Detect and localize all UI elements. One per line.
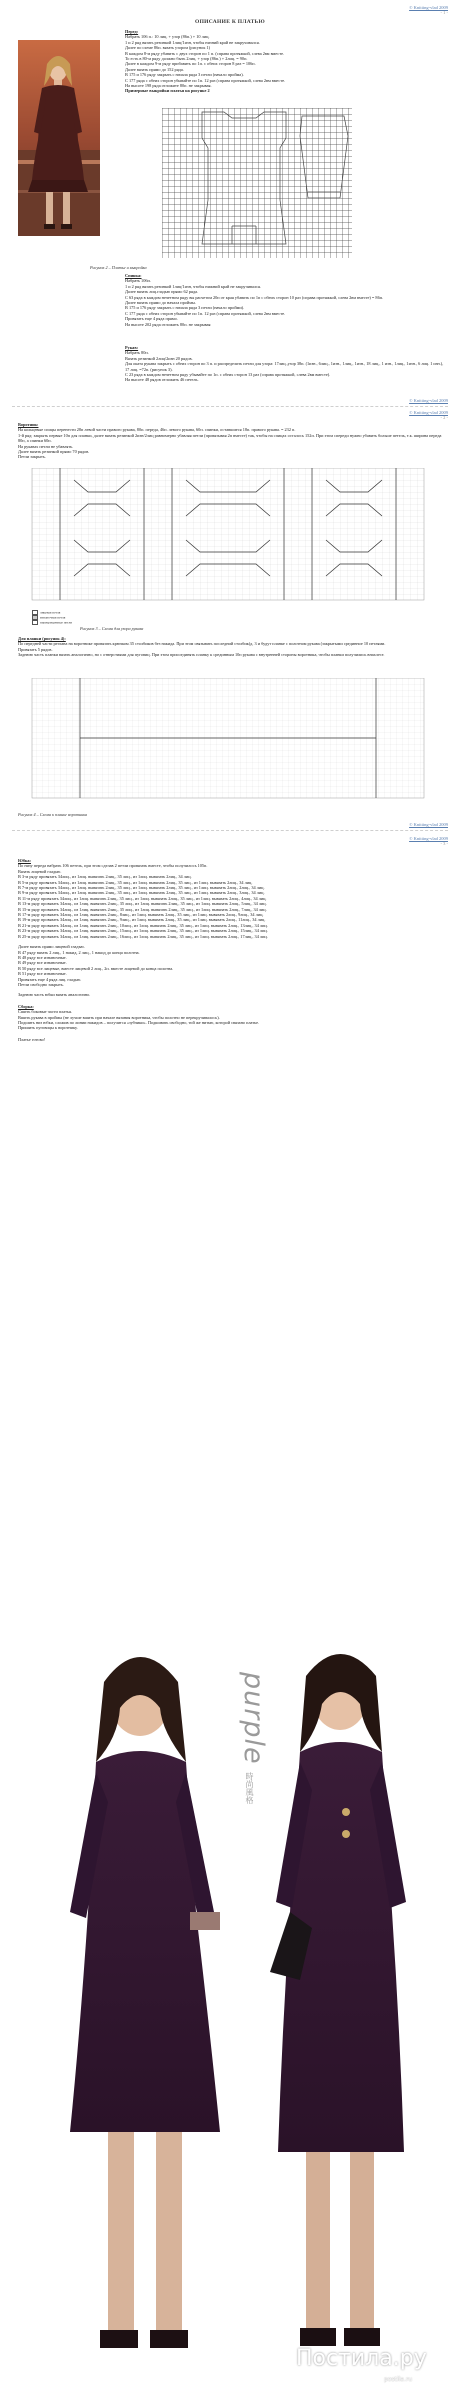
back-line: Далее вязать лиц.гладью прямо 62 ряда. [125,289,199,295]
skirt-line: В 17-м ряду провязать 34лиц., из 1лиц. вывязать 2лиц., 8лиц., из 1лиц. вывязать 2лиц., 35 лиц., из 1лиц. вывязать 2лиц., 9лиц., 34 лиц. [18,912,264,918]
placket-heading: Для планки (рисунок 4): [18,636,66,641]
skirt-line: По низу переда набрать 106 петель, при этом сделав 2 петли провязать вместе, чтобы получилось 105п. [18,863,208,869]
site-link[interactable]: © Knitting-vlad 2009 [409,5,448,10]
back-line: С 177 ряда с обеих сторон убывайте по 1п. 12 раз (справа протяжкой, слева 2вм вместе. [125,310,286,316]
placket-section [18,636,443,658]
skirt-line: В 15-м ряду провязать 34лиц., из 1лиц. вывязать 2лиц., 35 лиц., из 1лиц. вывязать 2лиц., 35 лиц., из 1лиц. вывязать 2лиц., 7лиц., 34 лиц. [18,906,267,912]
skirt-line: В 5-м ряду провязать 34лиц., из 1лиц. вывязать 2лиц., 35 лиц., из 1лиц. вывязать 2лиц., 35 лиц., из 1лиц. вывязать 2лиц., 34 лиц. [18,879,253,885]
skirt-line: В 49 ряду все изнаночные. [18,960,67,966]
placket-chart [18,678,438,810]
sleeve-pattern-chart [18,468,438,618]
back-line: Провязать еще 4 ряда прямо. [125,316,178,322]
collar-line: На рукавах петли не убавлять. [18,443,74,449]
page-number: - 1 - [440,10,448,15]
skirt-line: Петли свободно закрыть. [18,981,64,987]
cross-stitch-icon [32,620,38,625]
front-line: Набрать 106 п.: 10 лиц. + узор (86п.) + 10 лиц. [125,34,210,40]
placket-line: Заднюю часть планки вязать аналогично, но с отверстиями для пуговиц. При этом присоединять планку к срединным 10п рукава с внутренней стороны воротника, чтобы планки получились внахлест. [18,652,385,658]
front-line: Далее вязать прямо до 152 ряда. [125,66,184,72]
front-line: В каждом 8-м ряду убавить с двух сторон по 1 п. (справа протяжкой, слева 2вм вместе. [125,50,285,56]
sleeve-line: Для оката рукава закрыть с обеих сторон по 3 п. и распределить петли для узора: 17лиц.,узор 38п. (1изн., 6лиц., 1изн., 1лиц., 1изн., 18 лиц., 1 изн., 1лиц., 1изн., 6 лиц. 1 изн.), 17 лиц. =72п. (рисунок 3). [125,361,444,372]
assembly-line: Сшить боковые части платья. [18,1009,72,1015]
model-photo-section [0,1612,460,2403]
front-line: Примерные выкройки платья на рисунке 2 [125,88,210,94]
front-line: На высоте 198 ряда отложите 80п. не закрывая. [125,83,212,89]
back-line: 1 и 2 ряд вязать резинкой 1лиц/1изн, чтобы нижний край не закручивался. [125,283,262,289]
sleeve-line: С 23 ряда в каждом нечетном ряду убывайте по 1п. с обеих сторон 13 раз (справа протяжкой, слева 2вм вместе). [125,372,331,378]
back-heading: Спинка: [125,273,142,278]
postila-url: postila.ru [384,2376,413,2383]
skirt-line: Провязать еще 4 ряда лиц. гладью. [18,976,82,982]
back-line: Набрать 106п. [125,278,151,284]
collar-section [18,422,443,460]
skirt-line: В 3-м ряду провязать 34лиц., из 1лиц. вывязать 2лиц., 35 лиц., из 1лиц. вывязать 2лиц., 34 лиц. [18,874,192,880]
legend-item: перекрещенные петли [40,620,72,625]
skirt-line: В 25-м ряду провязать 34лиц., из 1лиц. вывязать 2лиц., 16лиц., из 1лиц. вывязать 2лиц., 35 лиц., из 1лиц. вывязать 2лиц., 17лиц., 34 лиц. [18,933,268,939]
page-divider [12,830,448,831]
figure-3-caption: Рисунок 3 – Схема для узора рукава [80,626,144,631]
front-line: То есть в 80-м ряду должно быть 2лиц. + узор (86п.) + 2лиц. = 90п. [125,56,248,62]
skirt-line: Далее вязать прямо лицевой гладью. [18,944,85,950]
skirt-line: В 7-м ряду провязать 34лиц., из 1лиц. вывязать 2лиц., 35 лиц., из 1лиц. вывязать 2лиц., 35 лиц., из 1лиц. вывязать 2лиц., 2лиц., 34 лиц. [18,885,265,891]
sleeve-line: На высоте 48 рядов отложить 46 петель. [125,377,199,383]
page-header [409,836,454,846]
sleeve-line: Вязать резинкой 2лиц/2изн 20 рядов. [125,355,193,361]
skirt-section [18,858,443,1042]
assembly-line: Пришить пуговицы к воротнику. [18,1025,78,1031]
skirt-line: В 9-м ряду провязать 34лиц., из 1лиц. вывязать 2лиц., 35 лиц., из 1лиц. вывязать 2лиц., 35 лиц., из 1лиц. вывязать 2лиц., 3лиц., 34 лиц. [18,890,265,896]
page-number: - 2 - [440,415,448,420]
site-link[interactable]: © Knitting-vlad 2009 [409,822,448,827]
skirt-line: Вязать лицевой гладью. [18,868,62,874]
chinese-watermark: 時尚風格 [245,1772,254,1804]
skirt-line: В 21-м ряду провязать 34лиц., из 1лиц. вывязать 2лиц., 10лиц., из 1лиц. вывязать 2лиц., 35 лиц., из 1лиц. вывязать 2лиц., 13лиц., 34 лиц. [18,922,268,928]
skirt-line: В 51 ряду все изнаночные. [18,971,67,977]
skirt-heading: Юбка: [18,858,31,863]
skirt-line: В 48 ряду все изнаночные. [18,954,67,960]
collar-heading: Воротник: [18,422,39,427]
postila-watermark: Постила.ру [296,2346,427,2371]
site-link[interactable]: © Knitting-vlad 2009 [409,836,448,841]
assembly-line: Подшить низ юбки, сложив по линии накидов – получится «зубчики». Подшивать свободно, той же нитью, которой связано платье. [18,1019,260,1025]
assembly-line: Вшить рукава в проймы (не лучше вшить при начале вязания воротника, чтобы полотно не перекручивалось). [18,1014,220,1020]
dress-photo [18,40,100,236]
sleeve-line: Набрать 80п. [125,350,149,356]
skirt-line: В 13-м ряду провязать 34лиц., из 1лиц. вывязать 2лиц., 35 лиц., из 1лиц. вывязать 2лиц., 35 лиц., из 1лиц. вывязать 2лиц., 5лиц., 34 лиц. [18,901,267,907]
front-heading: Перед: [125,29,139,34]
collar-line: На кольцевые спицы перенести 28п левой части правого рукава, 80п. переда, 46п. левого рукава, 60п. спинки, оставшиеся 18п. правого рукава. = 232 п. [18,427,296,433]
skirt-line: В 50 ряду все лицевые, вместе лицевой 2 лиц., 2п. вместе лицевой до конца полотна. [18,965,174,971]
skirt-line: В 11-м ряду провязать 34лиц., из 1лиц. вывязать 2лиц., 35 лиц., из 1лиц. вывязать 2лиц., 35 лиц., из 1лиц. вывязать 2лиц., 4лиц., 34 лиц. [18,895,267,901]
sleeve-section [125,345,445,383]
page-divider [12,406,448,407]
pattern-schematic [162,108,352,258]
figure-2-caption: Рисунок 2 – Платье и выкройка [90,265,147,270]
page-footer [409,398,454,403]
site-link[interactable]: © Knitting-vlad 2009 [409,410,448,415]
chart-legend [32,610,72,625]
page-footer [409,822,454,827]
assembly-heading: Сборка: [18,1003,34,1009]
page-number: - 3 - [440,841,448,846]
closing-line: Платье готово! [18,1036,46,1042]
front-line: 1 и 2 ряд вязать резинкой 1лиц/1изн, чтобы низний край не закручивался. [125,39,260,45]
figure-4-caption: Рисунок 4 – Схема к планке воротника [18,812,88,817]
front-section [125,29,445,94]
front-line: В 175 и 176 ряду закрыть с начала ряда 3 петли (начало пройма). [125,72,244,78]
front-line: Далее по схеме 86п. вязать узором (рисунок 1) [125,45,211,51]
skirt-line: В 47 ряду вязать 2 лиц., 1 накид, 2 лиц., 1 накид до конца полотна. [18,949,140,955]
page-header [409,5,454,15]
sleeve-heading: Рукав: [125,345,139,350]
collar-line: 1-й ряд: закрыть первые 10п для планки, далее вязать резинкой 2изн/2лиц равномерно убавляя петли (провязывая 2п вместе) так, чтобы на спицах осталось 152п. При этом спереди нужно убавить больше петель, т.к. ширина переда 80п, а спинки 60п. [18,432,442,444]
collar-line: Далее вязать резинкой прямо 70 рядов. [18,449,90,455]
skirt-line: В 19-м ряду провязать 34лиц., из 1лиц. вывязать 2лиц., 9лиц., из 1лиц. вывязать 2лиц., 35 лиц., из 1лиц. вывязать 2лиц., 11лиц., 34 лиц. [18,917,266,923]
purple-watermark: purple [238,1672,269,1765]
page-title: ОПИСАНИЕ К ПЛАТЬЮ [195,19,265,25]
back-section [125,273,445,327]
model-photos [0,1612,460,2403]
legend-item: лицевая петля [40,610,61,615]
back-line: Далее вязать прямо до начала проймы. [125,300,196,306]
site-link[interactable]: © Knitting-vlad 2009 [409,398,448,403]
skirt-back-line: Заднюю часть юбки вязать аналогично. [18,992,91,998]
legend-item: изнаночная петля [40,615,66,620]
front-line: С 177 ряда с обеих сторон убывайте по 1п. 12 раз (справа протяжкой, слева 2вм вместе. [125,77,286,83]
placket-line: Провязать 5 рядов. [18,646,53,652]
placket-line: По передней части реглана на воротнике провязать крючком 35 столбиков без накида. При этом связывать последний столбик(д. 3 и будут планке с полотном рукава (закрытыми срединное 10 петлями. [18,641,386,647]
collar-line: Петли закрыть. [18,454,46,460]
back-line: В 175 и 176 ряду закрыть с начала ряда 3 петли (начало пройми). [125,305,245,311]
front-line: Далее в каждом 9-м ряду прибавить по 1п. с обеих сторон 8 раз = 106п. [125,61,256,67]
page-header [409,410,454,420]
skirt-line: В 23-м ряду провязать 34лиц., из 1лиц. вывязать 2лиц., 15лиц., из 1лиц. вывязать 2лиц., 35 лиц., из 1лиц. вывязать 2лиц., 15лиц., 34 лиц. [18,928,268,934]
back-line: С 63 ряда в каждом нечетном ряду вы расчетом 20п от края убавить по 1п с обеих сторон 10 раз (справа протяжкой, слева 2вм вместе) = 86п. [125,294,384,300]
back-line: На высоте 202 ряда отложить 80п. не закрывая [125,321,211,327]
